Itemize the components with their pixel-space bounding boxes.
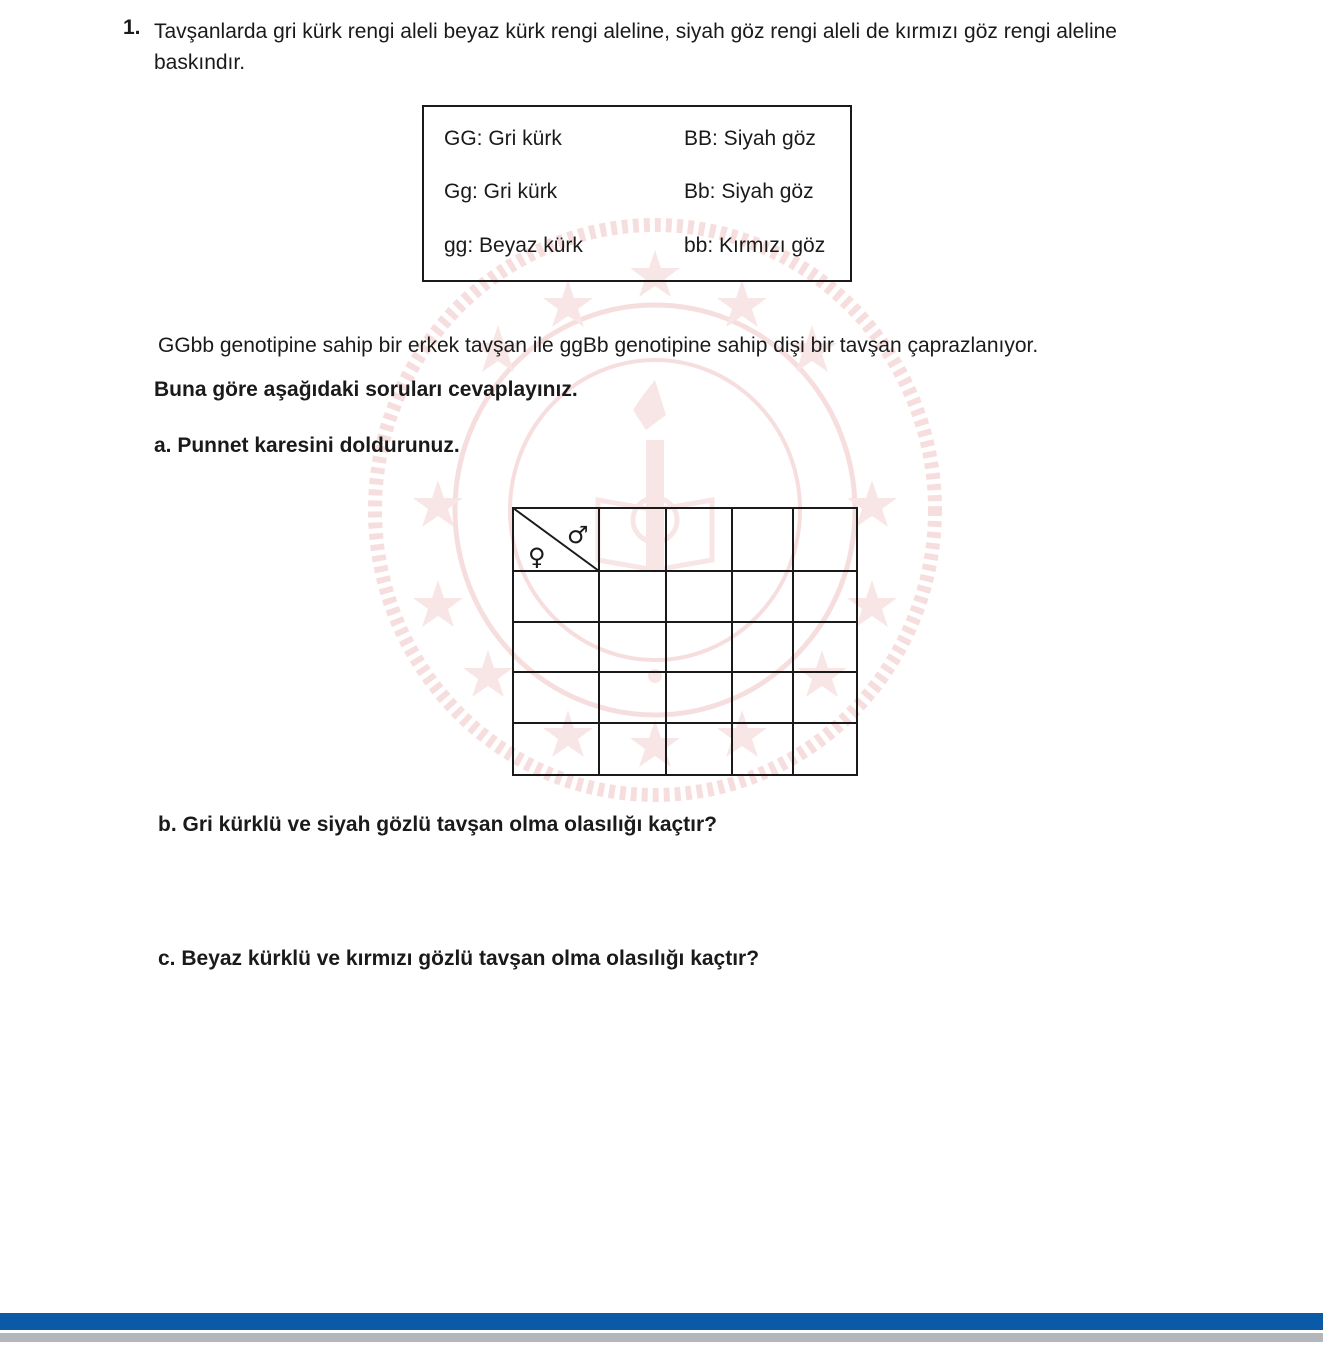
fur-genotype-3: gg: Beyaz kürk — [444, 234, 583, 257]
punnett-square — [512, 507, 858, 777]
eye-genotype-3: bb: Kırmızı göz — [684, 234, 826, 257]
part-b-question: b. Gri kürklü ve siyah gözlü tavşan olma olasılığı kaçtır? — [158, 813, 718, 836]
fur-genotype-1: GG: Gri kürk — [444, 127, 562, 150]
question-number: 1. — [123, 16, 141, 39]
footer-gray-band — [0, 1333, 1323, 1342]
part-a-question: a. Punnet karesini doldurunuz. — [154, 434, 460, 457]
footer-blue-band — [0, 1313, 1323, 1330]
eye-genotype-2: Bb: Siyah göz — [684, 180, 814, 203]
fur-genotype-2: Gg: Gri kürk — [444, 180, 558, 203]
punnett-outer-border — [513, 508, 857, 775]
eye-genotype-1: BB: Siyah göz — [684, 127, 816, 150]
instruction-text: Buna göre aşağıdaki soruları cevaplayınız. — [154, 378, 578, 401]
question-intro: Tavşanlarda gri kürk rengi aleli beyaz kürk rengi aleline, siyah göz rengi aleli de kırmızı göz rengi aleline baskındır. — [154, 20, 1117, 74]
cross-description: GGbb genotipine sahip bir erkek tavşan ile ggBb genotipine sahip dişi bir tavşan çaprazlanıyor. — [158, 334, 1039, 357]
male-symbol-icon: ♂ — [567, 521, 589, 549]
genotype-table — [422, 105, 852, 282]
female-symbol-icon: ♀ — [528, 543, 546, 571]
part-c-question: c. Beyaz kürklü ve kırmızı gözlü tavşan olma olasılığı kaçtır? — [158, 947, 760, 970]
